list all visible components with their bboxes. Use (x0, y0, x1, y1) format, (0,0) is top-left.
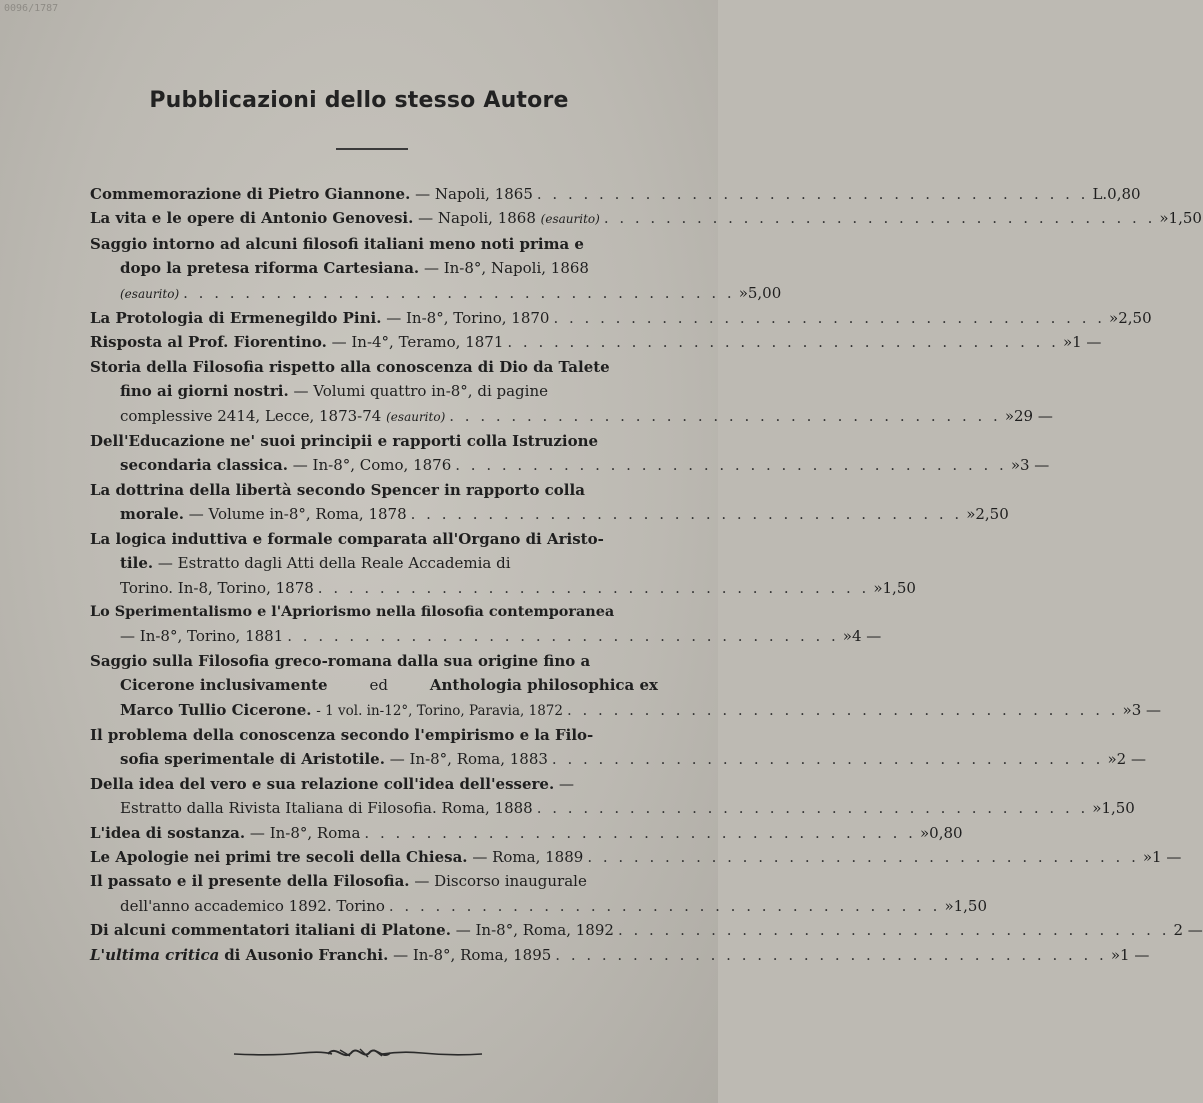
entry-details: — In-8°, Como, 1876 (292, 456, 452, 475)
entry-title-line2b: Anthologia philosophica ex (429, 676, 658, 695)
entry-conjunction: ed (369, 676, 388, 695)
publication-entry (90, 869, 988, 918)
dot-leader: . . . . . . . . . . . . . . . . . . . . . . . . . . . . . . . . . . . . (553, 309, 1106, 328)
publication-entry (90, 478, 1009, 527)
entry-details: - 1 vol. in-12°, Torino, Paravia, 1872 (316, 702, 563, 719)
entry-title-line1: Dell'Educazione ne' suoi principii e rapporti colla Istruzione (90, 432, 599, 451)
entry-details: — In-8°, Torino, 1870 (386, 309, 550, 328)
entry-title-line1: Storia della Filosofia rispetto alla conoscenza di Dio da Talete (90, 357, 610, 376)
publication-entry (90, 527, 916, 600)
dot-leader: . . . . . . . . . . . . . . . . . . . . . . . . . . . . . . . . . . . . (536, 799, 1089, 818)
entry-title-italic: L'ultima critica (90, 945, 220, 964)
entry-title: Le Apologie nei primi tre secoli della Chiesa. (90, 847, 468, 866)
publication-entry (90, 306, 1152, 330)
entry-title-line1: Lo Sperimentalismo e l'Apriorismo nella filosofia contemporanea (90, 602, 615, 620)
publication-entry (90, 649, 1162, 723)
entry-details: — In-8°, Roma, 1883 (389, 750, 548, 769)
entry-details: — In-8°, Roma (249, 823, 361, 842)
publication-entry (90, 182, 1141, 206)
entry-title-line2: dopo la pretesa riforma Cartesiana. (120, 259, 420, 278)
entry-status: (esaurito) (120, 286, 180, 301)
entry-price: 2 — (1116, 750, 1146, 769)
entry-symbol: » (738, 283, 748, 302)
dot-leader: . . . . . . . . . . . . . . . . . . . . . . . . . . . . . . . . . . . . (587, 847, 1139, 866)
entry-price: 3 — (1020, 456, 1050, 475)
entry-title: di Ausonio Franchi. (224, 945, 389, 964)
entry-title: Commemorazione di Pietro Giannone. (90, 185, 411, 203)
entry-title-line1: Saggio intorno ad alcuni filosofi italiani meno noti prima e (90, 234, 584, 253)
entry-symbol: » (1142, 847, 1153, 866)
entry-price: 1 — (1072, 333, 1102, 352)
dot-leader: . . . . . . . . . . . . . . . . . . . . . . . . . . . . . . . . . . . . (364, 823, 916, 842)
entry-title-line1: Il problema della conoscenza secondo l'empirismo e la Filo- (90, 725, 594, 744)
entry-title-line1: La logica induttiva e formale comparata all'Organo di Aristo- (90, 529, 604, 548)
publication-entry (90, 600, 882, 649)
entry-price: 5,00 (747, 283, 782, 302)
dot-leader: . . . . . . . . . . . . . . . . . . . . . . . . . . . . . . . . . . . . (410, 505, 963, 524)
entry-price: 1,50 (1168, 209, 1202, 228)
entry-price: 2,50 (975, 505, 1009, 524)
title-rule (336, 148, 408, 150)
entry-price: 1,50 (882, 578, 916, 597)
publication-entry (90, 429, 1050, 478)
entry-price: 1,50 (953, 896, 988, 915)
entry-details-line2: — Volumi quattro in-8°, di pagine (293, 382, 548, 401)
entry-details: — In-8°, Napoli, 1868 (423, 259, 589, 278)
dot-leader: . . . . . . . . . . . . . . . . . . . . . . . . . . . . . . . . . . . . (536, 185, 1089, 203)
entry-details: — In-8°, Torino, 1881 (120, 627, 284, 646)
dot-leader: . . . . . . . . . . . . . . . . . . . . . . . . . . . . . . . . . . . . (183, 283, 735, 302)
entry-details: — Napoli, 1865 (415, 185, 533, 203)
publication-entry (90, 723, 1146, 772)
dot-leader: . . . . . . . . . . . . . . . . . . . . . . . . . . . . . . . . . . . . (551, 750, 1104, 769)
entry-symbol: » (1159, 209, 1169, 228)
entry-title-line2: Cicerone inclusivamente (120, 676, 328, 695)
publication-entry (90, 845, 1182, 869)
entry-status: (esaurito) (386, 409, 446, 424)
entry-symbol: » (966, 505, 976, 524)
publication-entry (90, 821, 963, 845)
entry-title: Risposta al Prof. Fiorentino. (90, 333, 327, 352)
entry-symbol: » (1062, 333, 1073, 352)
entry-symbol: » (1092, 799, 1102, 818)
dot-leader: . . . . . . . . . . . . . . . . . . . . . . . . . . . . . . . . . . . . (603, 209, 1156, 228)
entry-details-line3: Torino. In-8, Torino, 1878 (120, 578, 314, 597)
entry-symbol: » (1122, 700, 1132, 719)
entry-title-line2: sofia sperimentale di Aristotile. (120, 750, 385, 769)
dot-leader: . . . . . . . . . . . . . . . . . . . . . . . . . . . . . . . . . . . . (317, 578, 870, 597)
publication-entry (90, 232, 782, 306)
entry-details: — In-8°, Roma, 1895 (393, 945, 552, 964)
dot-leader: . . . . . . . . . . . . . . . . . . . . . . . . . . . . . . . . . . . . (507, 333, 1059, 352)
catalog-mark: 0096/1787 (4, 3, 59, 14)
publication-entry (90, 206, 1202, 231)
entry-price: 2,50 (1118, 309, 1152, 328)
entry-status: (esaurito) (540, 212, 600, 227)
entry-symbol: » (1004, 406, 1014, 425)
entry-title-line2: morale. (120, 505, 184, 524)
entry-details-line1: — Discorso inaugurale (414, 872, 587, 891)
entry-title: L'idea di sostanza. (90, 823, 246, 842)
entry-price: 2 — (1173, 921, 1203, 940)
entry-price: 1,50 (1101, 799, 1135, 818)
entry-symbol: » (1110, 945, 1121, 964)
entry-symbol: » (1107, 750, 1117, 769)
entry-title-line2: tile. (120, 554, 154, 573)
entry-details: — In-4°, Teramo, 1871 (331, 333, 504, 352)
entry-details: — Roma, 1889 (472, 847, 584, 866)
dot-leader: . . . . . . . . . . . . . . . . . . . . . . . . . . . . . . . . . . . . (617, 921, 1170, 940)
entry-price: 1 — (1152, 847, 1182, 866)
entry-details: dell'anno accademico 1892. Torino (120, 896, 385, 915)
entry-details-line3: complessive 2414, Lecce, 1873-74 (120, 406, 382, 425)
entry-title-line3: Marco Tullio Cicerone. (120, 700, 312, 719)
entry-price: 0,80 (929, 823, 963, 842)
entry-title: La vita e le opere di Antonio Genovesi. (90, 209, 414, 228)
entry-symbol: L. (1092, 185, 1108, 203)
ornament-divider (232, 1040, 484, 1066)
dot-leader: . . . . . . . . . . . . . . . . . . . . . . . . . . . . . . . . . . . . (388, 896, 941, 915)
publication-entry (90, 772, 1135, 821)
dot-leader: . . . . . . . . . . . . . . . . . . . . . . . . . . . . . . . . . . . . (455, 456, 1007, 475)
entry-details-line2: — Estratto dagli Atti della Reale Accademia di (157, 554, 511, 573)
entry-symbol: » (1109, 309, 1119, 328)
entry-title-line1: Il passato e il presente della Filosofia. (90, 872, 410, 891)
entry-symbol: » (944, 896, 954, 915)
entry-title-line2: fino ai giorni nostri. (120, 382, 289, 401)
dot-leader: . . . . . . . . . . . . . . . . . . . . . . . . . . . . . . . . . . . . (449, 406, 1001, 425)
entry-title: La Protologia di Ermenegildo Pini. (90, 309, 382, 328)
entry-price: 4 — (851, 627, 882, 646)
entry-price: 29 — (1014, 406, 1053, 425)
entry-title: Di alcuni commentatori italiani di Platone. (90, 921, 451, 940)
publication-entry (90, 918, 1203, 942)
publication-entry (90, 943, 1150, 967)
entry-title-line1: La dottrina della libertà secondo Spencer in rapporto colla (90, 480, 585, 499)
page-title: Pubblicazioni dello stesso Autore (149, 88, 569, 113)
entry-details: — Napoli, 1868 (418, 209, 536, 228)
publication-entry (90, 330, 1102, 354)
entry-details: — In-8°, Roma, 1892 (455, 921, 614, 940)
entry-title-line1: Saggio sulla Filosofia greco-romana dalla sua origine fino a (90, 651, 591, 670)
dot-leader: . . . . . . . . . . . . . . . . . . . . . . . . . . . . . . . . . . . . (287, 627, 839, 646)
entry-dash: — (558, 774, 574, 793)
entry-details: Estratto dalla Rivista Italiana di Filosofia. Roma, 1888 (120, 799, 533, 818)
entry-details: — Volume in-8°, Roma, 1878 (188, 505, 407, 524)
entry-price: 1 — (1120, 945, 1150, 964)
publication-list (90, 182, 1203, 967)
entry-symbol: » (873, 578, 883, 597)
entry-title-line1: Della idea del vero e sua relazione coll'idea dell'essere. (90, 774, 555, 793)
entry-title-line2: secondaria classica. (120, 456, 288, 475)
entry-symbol: » (919, 823, 930, 842)
entry-symbol: » (842, 627, 852, 646)
dot-leader: . . . . . . . . . . . . . . . . . . . . . . . . . . . . . . . . . . . . (555, 945, 1107, 964)
entry-price: 0,80 (1107, 185, 1141, 203)
publication-entry (90, 355, 1053, 429)
dot-leader: . . . . . . . . . . . . . . . . . . . . . . . . . . . . . . . . . . . . (566, 700, 1119, 719)
entry-symbol: » (1010, 456, 1020, 475)
entry-price: 3 — (1131, 700, 1162, 719)
